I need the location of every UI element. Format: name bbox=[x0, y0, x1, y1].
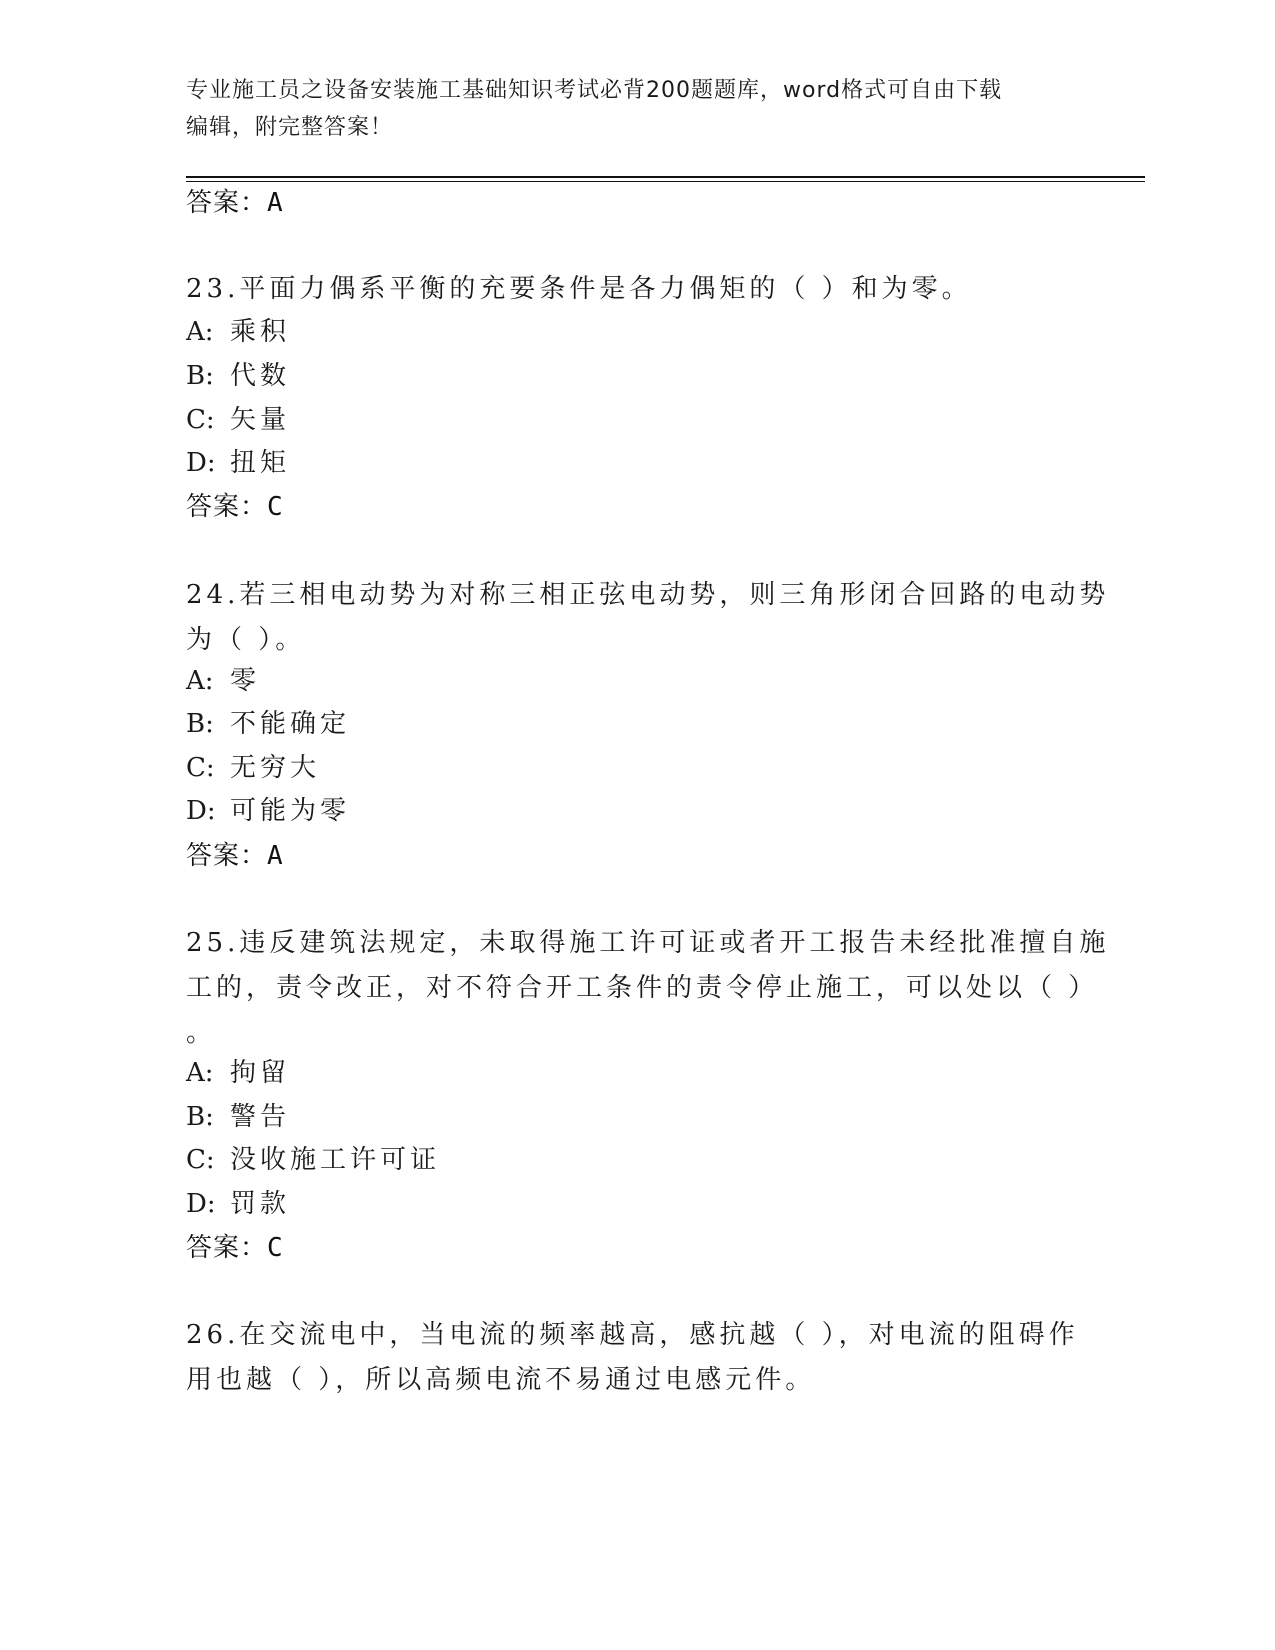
answer-value: A bbox=[267, 188, 284, 218]
answer-line bbox=[186, 186, 284, 220]
question-text-line: 为（ ）。 bbox=[186, 625, 306, 655]
question-text-line: 。 bbox=[186, 1018, 217, 1048]
answer-label: 答案： bbox=[186, 188, 268, 218]
question-stem bbox=[186, 1313, 1079, 1403]
answer-line bbox=[186, 839, 284, 873]
option-c bbox=[186, 751, 320, 785]
option-d bbox=[186, 446, 290, 480]
question-text-line: 26.在交流电中，当电流的频率越高，感抗越（ ），对电流的阻碍作 bbox=[186, 1320, 1079, 1350]
question-stem bbox=[186, 573, 1110, 663]
option-text: 无穷大 bbox=[230, 753, 321, 783]
option-b bbox=[186, 359, 290, 393]
question-text-line: 用也越（ ），所以高频电流不易通过电感元件。 bbox=[186, 1365, 816, 1395]
option-text: 零 bbox=[230, 666, 261, 696]
header-line-1: 专业施工员之设备安装施工基础知识考试必背200题题库，word格式可自由下载 bbox=[186, 78, 1003, 103]
answer-label: 答案： bbox=[186, 492, 268, 522]
answer-value: C bbox=[267, 492, 284, 522]
option-text: 拘留 bbox=[230, 1058, 291, 1088]
header-rule-thin bbox=[186, 181, 1145, 182]
option-letter: B: bbox=[186, 361, 214, 391]
header-line-2: 编辑，附完整答案！ bbox=[186, 115, 394, 140]
option-text: 矢量 bbox=[230, 405, 291, 435]
option-letter: D: bbox=[186, 448, 216, 478]
option-a bbox=[186, 315, 290, 349]
option-letter: A: bbox=[186, 1058, 214, 1088]
document-header bbox=[186, 72, 1066, 146]
option-letter: B: bbox=[186, 709, 214, 739]
option-letter: D: bbox=[186, 796, 216, 826]
option-letter: C: bbox=[186, 405, 215, 435]
option-d bbox=[186, 794, 350, 828]
question-text-line: 工的，责令改正，对不符合开工条件的责令停止施工，可以处以（ ） bbox=[186, 973, 1099, 1003]
option-b bbox=[186, 707, 350, 741]
option-c bbox=[186, 403, 290, 437]
option-text: 扭矩 bbox=[230, 448, 291, 478]
option-letter: D: bbox=[186, 1189, 216, 1219]
answer-label: 答案： bbox=[186, 1233, 268, 1263]
option-letter: A: bbox=[186, 666, 214, 696]
option-text: 罚款 bbox=[230, 1189, 291, 1219]
option-text: 代数 bbox=[230, 361, 291, 391]
option-text: 警告 bbox=[230, 1102, 291, 1132]
answer-line bbox=[186, 490, 284, 524]
option-letter: C: bbox=[186, 1145, 215, 1175]
option-text: 可能为零 bbox=[230, 796, 351, 826]
option-letter: C: bbox=[186, 753, 215, 783]
option-text: 不能确定 bbox=[230, 709, 351, 739]
option-text: 乘积 bbox=[230, 317, 291, 347]
option-c bbox=[186, 1143, 440, 1177]
answer-line bbox=[186, 1231, 284, 1265]
option-d bbox=[186, 1187, 290, 1221]
option-letter: B: bbox=[186, 1102, 214, 1132]
answer-value: C bbox=[267, 1233, 284, 1263]
option-b bbox=[186, 1100, 290, 1134]
question-text-line: 23.平面力偶系平衡的充要条件是各力偶矩的（ ）和为零。 bbox=[186, 274, 972, 304]
question-stem bbox=[186, 267, 1066, 312]
option-a bbox=[186, 1056, 290, 1090]
question-stem bbox=[186, 921, 1110, 1056]
option-a bbox=[186, 664, 260, 698]
answer-value: A bbox=[267, 841, 284, 871]
header-rule-thick bbox=[186, 176, 1145, 178]
question-text-line: 25.违反建筑法规定，未取得施工许可证或者开工报告未经批准擅自施 bbox=[186, 928, 1110, 958]
option-text: 没收施工许可证 bbox=[230, 1145, 441, 1175]
question-text-line: 24.若三相电动势为对称三相正弦电动势，则三角形闭合回路的电动势 bbox=[186, 580, 1110, 610]
option-letter: A: bbox=[186, 317, 214, 347]
answer-label: 答案： bbox=[186, 841, 268, 871]
